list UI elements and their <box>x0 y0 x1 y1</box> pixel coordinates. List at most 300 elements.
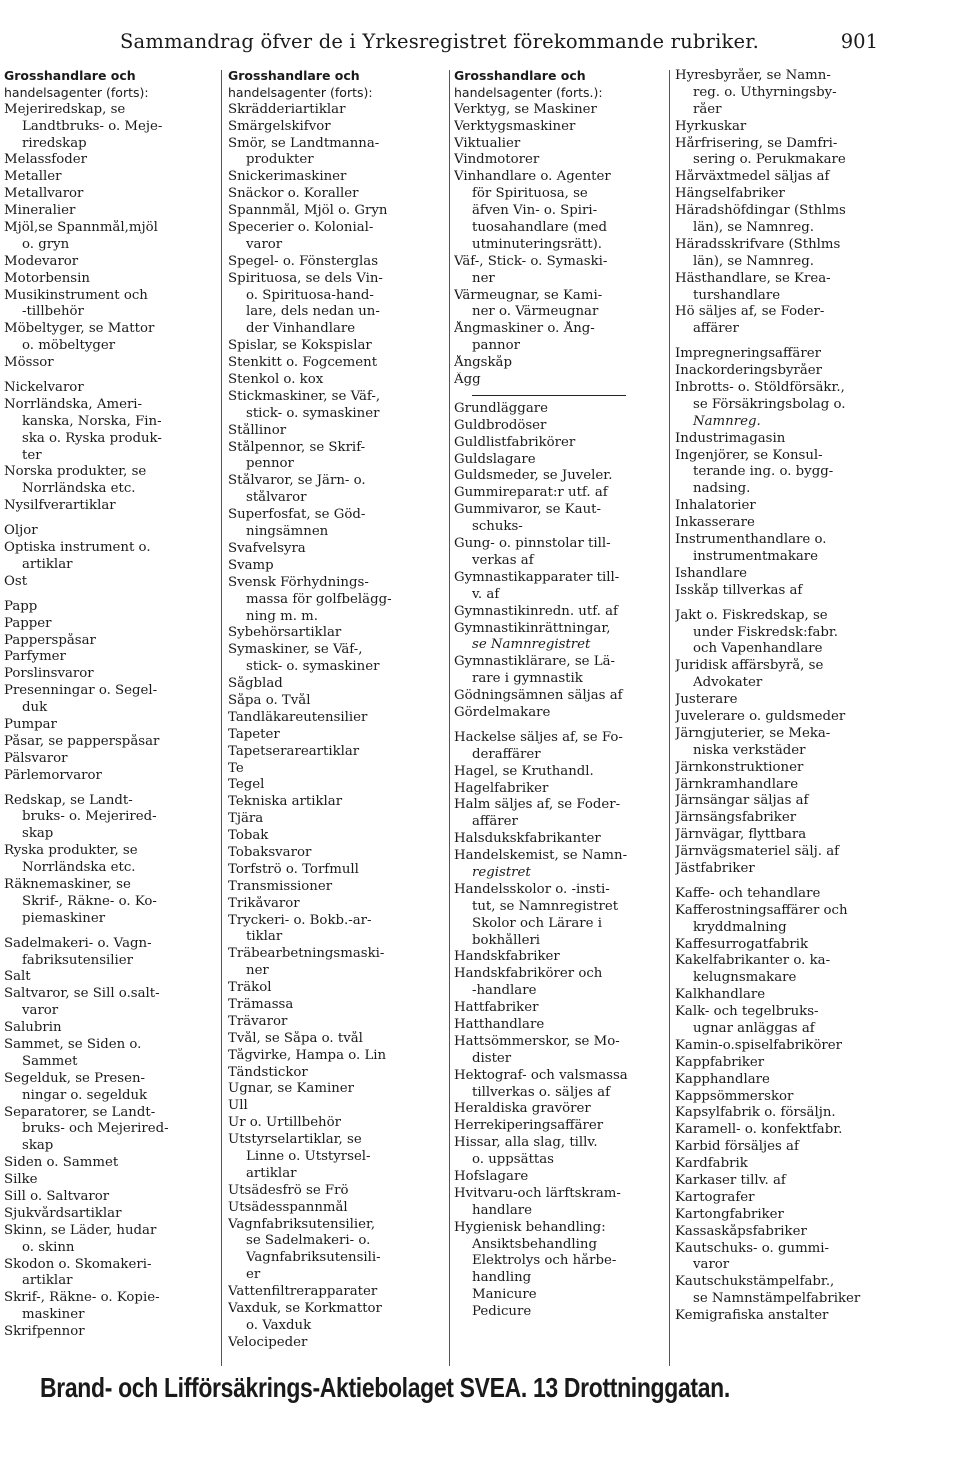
index-entry-line: Kautschukstämpelfabr., <box>675 1274 835 1290</box>
index-entry-line: Vinhandlare o. Agenter <box>454 169 611 185</box>
index-entry-line: dister <box>472 1050 512 1066</box>
index-entry-line: Hårväxtmedel säljas af <box>675 169 830 185</box>
index-entry-line: Tvål, se Såpa o. tvål <box>228 1030 363 1046</box>
page-number: 901 <box>840 30 878 53</box>
index-entry-line: Skodon o. Skomakeri- <box>4 1256 152 1272</box>
index-entry-line: Hö säljes af, se Foder- <box>675 304 825 320</box>
index-column-4 <box>675 68 960 1325</box>
index-entry-line: Sadelmakeri- o. Vagn- <box>4 935 152 951</box>
index-entry-line: handling <box>472 1270 532 1286</box>
index-entry-line: Påsar, se papperspåsar <box>4 733 160 749</box>
index-entry-line: län), se Namnreg. <box>693 220 815 236</box>
index-entry-line: Pumpar <box>4 716 57 732</box>
index-entry-line: Gummivaror, se Kaut- <box>454 502 601 518</box>
index-entry-line: lare, dels nedan un- <box>246 304 380 320</box>
index-entry-line: Juvelerare o. guldsmeder <box>675 708 846 724</box>
index-entry-line: Tapetserareartiklar <box>228 743 360 759</box>
index-entry-line: Tandläkareutensilier <box>228 709 368 725</box>
index-entry-line: Inkasserare <box>675 515 755 531</box>
index-entry-line: bruks- o. Mejerired- <box>22 809 157 825</box>
index-entry-line: Ull <box>228 1098 248 1114</box>
index-entry-line: Papperspåsar <box>4 632 96 648</box>
index-entry-line: Snickerimaskiner <box>228 169 347 185</box>
index-entry-line: Tekniska artiklar <box>228 794 343 810</box>
index-entry-line: Järnsängar säljas af <box>675 793 809 809</box>
index-entry-line: v. af <box>472 586 500 602</box>
index-entry-line: Svamp <box>228 557 274 573</box>
index-entry-line: Halm säljes af, se Foder- <box>454 797 621 813</box>
index-entry-line: Hygienisk behandling: <box>454 1219 606 1235</box>
index-entry-line: Gödningsämnen säljas af <box>454 688 623 704</box>
index-entry-line: Gymnastikinredn. utf. af <box>454 603 618 619</box>
index-entry-line: Guldbrodöser <box>454 417 547 433</box>
index-entry-line: Skolor och Lärare i <box>472 915 603 931</box>
index-entry-line: äfven Vin- o. Spiri- <box>472 203 598 219</box>
index-entry-line: Norrländska, Ameri- <box>4 396 143 412</box>
index-entry-line: Modevaror <box>4 253 79 269</box>
letter-gap <box>675 600 960 608</box>
index-entry-line: duk <box>22 700 48 716</box>
index-entry-line: affärer <box>693 321 739 337</box>
index-entry-line: Ost <box>4 573 28 589</box>
index-entry-line: Guldlistfabrikörer <box>454 434 576 450</box>
index-entry-line: Jästfabriker <box>675 860 755 876</box>
index-entry-line: Salt <box>4 969 31 985</box>
index-entry-line: Redskap, se Landt- <box>4 792 133 808</box>
index-entry-line: Kalkhandlare <box>675 987 766 1003</box>
index-entry-line: och Vapenhandlare <box>693 641 823 657</box>
index-entry-line: Jakt o. Fiskredskap, se <box>675 607 828 623</box>
column-heading: handelsagenter (forts.): <box>454 84 603 100</box>
index-entry-line: Skrifpennor <box>4 1324 85 1340</box>
index-entry-line: Motorbensin <box>4 270 90 286</box>
letter-gap <box>4 515 216 523</box>
index-entry-line: Tågvirke, Hampa o. Lin <box>228 1047 387 1063</box>
index-entry-line: instrumentmakare <box>693 548 819 564</box>
index-entry-line: Spannmål, Mjöl o. Gryn <box>228 203 388 219</box>
index-entry-line: Tändstickor <box>228 1064 308 1080</box>
index-entry-line: råer <box>693 101 722 117</box>
letter-gap <box>4 785 216 793</box>
index-entry-line: Ishandlare <box>675 565 748 581</box>
section-rule <box>454 389 666 401</box>
index-entry-line: Halsdukskfabrikanter <box>454 831 601 847</box>
column-heading: Grosshandlare och <box>228 68 360 83</box>
index-entry-line: Torfströ o. Torfmull <box>228 861 359 877</box>
letter-gap <box>675 338 960 346</box>
index-entry-line: Såpa o. Tvål <box>228 692 311 708</box>
index-entry-line: Hästhandlare, se Krea- <box>675 270 831 286</box>
index-entry-line: affärer <box>472 814 518 830</box>
index-entry-line: er <box>246 1267 261 1283</box>
index-entry-line: deraffärer <box>472 746 541 762</box>
index-entry-line: ner <box>246 963 269 979</box>
index-entry-line: Spegel- o. Fönsterglas <box>228 253 379 269</box>
index-entry-line: Gymnastikapparater till- <box>454 569 620 585</box>
index-entry-line: Verktyg, se Maskiner <box>454 101 597 117</box>
index-entry-line: Metallvaror <box>4 186 84 202</box>
index-entry-line: der Vinhandlare <box>246 321 356 337</box>
advertisement-footer <box>0 1372 960 1412</box>
index-entry-line: Stenkitt o. Fogcement <box>228 355 378 371</box>
index-entry-line: Stenkol o. kox <box>228 372 324 388</box>
page-header <box>0 30 960 64</box>
index-entry-line: Häradsskrifvare (Sthlms <box>675 236 841 252</box>
index-entry-line: Kappsömmerskor <box>675 1088 794 1104</box>
index-entry-line: Norrländska etc. <box>22 481 136 497</box>
index-entry-line: Hektograf- och valsmassa <box>454 1067 628 1083</box>
index-entry-line: Guldslagare <box>454 451 536 467</box>
index-entry-line: Hackelse säljes af, se Fo- <box>454 729 623 745</box>
index-entry-line: Väf-, Stick- o. Symaski- <box>454 253 608 269</box>
index-entry-line: se Namnregistret <box>472 637 591 653</box>
index-entry-line: ner <box>472 270 495 286</box>
index-entry-line: Kamin-o.spiselfabrikörer <box>675 1037 842 1053</box>
index-entry-line: Industrimagasin <box>675 430 786 446</box>
index-entry-line: Kaffesurrogatfabrik <box>675 936 809 952</box>
index-entry-line: Utstyrselartiklar, se <box>228 1132 362 1148</box>
index-entry-line: Superfosfat, se Göd- <box>228 507 366 523</box>
letter-gap <box>675 878 960 886</box>
index-entry-line: Vagnfabriksutensilier, <box>228 1216 376 1232</box>
index-entry-line: kanska, Norska, Fin- <box>22 413 162 429</box>
index-entry-line: Isskåp tillverkas af <box>675 582 803 598</box>
index-entry-line: Hattsömmerskor, se Mo- <box>454 1033 620 1049</box>
index-entry-line: Parfymer <box>4 649 66 665</box>
index-entry-line: Heraldiska gravörer <box>454 1101 591 1117</box>
index-entry-line: Siden o. Sammet <box>4 1155 119 1171</box>
index-entry-line: Trikåvaror <box>228 895 300 911</box>
index-entry-line: Vindmotorer <box>454 152 540 168</box>
index-entry-line: Norska produkter, se <box>4 464 147 480</box>
index-entry-line: -tillbehör <box>22 304 84 320</box>
index-entry-line: massa för golfbelägg- <box>246 591 392 607</box>
index-entry-line: Gung- o. pinnstolar till- <box>454 536 611 552</box>
index-entry-line: Tegel <box>228 777 265 793</box>
column-heading: Grosshandlare och <box>4 68 136 83</box>
index-entry-line: Karamell- o. konfektfabr. <box>675 1122 843 1138</box>
index-entry-line: artiklar <box>246 1165 297 1181</box>
index-entry-line: Gördelmakare <box>454 704 551 720</box>
index-entry-line: Träbearbetningsmaski- <box>228 946 385 962</box>
column-divider <box>221 70 222 1366</box>
footer-advertisement: Brand- och Lifförsäkrings-Aktiebolaget SVEA. 13 Drottninggatan. <box>40 1372 730 1403</box>
index-entry-line: Ansiktsbehandling <box>472 1236 597 1252</box>
index-entry-line: ningar o. segelduk <box>22 1087 148 1103</box>
index-entry-line: o. möbeltyger <box>22 338 116 354</box>
index-entry-line: under Fiskredsk:fabr. <box>693 624 839 640</box>
column-heading: Grosshandlare och <box>454 68 586 83</box>
index-entry-line: Mejeriredskap, se <box>4 101 126 117</box>
index-entry-line: Tobaksvaror <box>228 844 312 860</box>
index-entry-line: stick- o. symaskiner <box>246 405 380 421</box>
index-entry-line: Träkol <box>228 980 272 996</box>
index-entry-line: turshandlare <box>693 287 781 303</box>
index-entry-line: tillverkas o. säljes af <box>472 1084 610 1100</box>
index-entry-line: niska verkstäder <box>693 742 806 758</box>
letter-gap <box>4 591 216 599</box>
index-entry-line: för Spirituosa, se <box>472 186 588 202</box>
index-entry-line: terande ing. o. bygg- <box>693 464 834 480</box>
index-entry-line: Viktualier <box>454 135 521 151</box>
index-entry-line: se Namnstämpelfabriker <box>693 1291 861 1307</box>
index-entry-line: Gummireparat:r utf. af <box>454 485 608 501</box>
index-entry-line: Kemigrafiska anstalter <box>675 1308 829 1324</box>
index-entry-line: Presenningar o. Segel- <box>4 683 158 699</box>
index-entry-line: ter <box>22 447 42 463</box>
index-entry-line: Möbeltyger, se Mattor <box>4 321 155 337</box>
index-entry-line: Svensk Förhydnings- <box>228 574 369 590</box>
index-entry-line: rare i gymnastik <box>472 671 583 687</box>
index-entry-line: Melassfoder <box>4 152 87 168</box>
index-entry-line: skap <box>22 1138 54 1154</box>
index-entry-line: Ingenjörer, se Konsul- <box>675 447 823 463</box>
index-entry-line: Tryckeri- o. Bokb.-ar- <box>228 912 372 928</box>
index-entry-line: Landtbruks- o. Meje- <box>22 118 163 134</box>
index-entry-line: Ugnar, se Kaminer <box>228 1081 354 1097</box>
index-entry-line: Vagnfabriksutensili- <box>246 1250 381 1266</box>
index-entry-line: Kapsylfabrik o. försäljn. <box>675 1105 836 1121</box>
index-entry-line: Hatthandlare <box>454 1016 545 1032</box>
index-entry-line: Skrädderiartiklar <box>228 101 346 117</box>
index-entry-line: Smärgelskifvor <box>228 118 331 134</box>
index-entry-line: Verktygsmaskiner <box>454 118 576 134</box>
index-entry-line: pannor <box>472 338 520 354</box>
index-entry-line: Musikinstrument och <box>4 287 148 303</box>
letter-gap <box>4 928 216 936</box>
index-entry-line: Trävaror <box>228 1013 288 1029</box>
index-entry-line: Sammet, se Siden o. <box>4 1036 142 1052</box>
index-entry-line: Spirituosa, se dels Vin- <box>228 270 383 286</box>
index-entry-line: Kardfabrik <box>675 1156 748 1172</box>
index-entry-line: reg. o. Uthyrningsby- <box>693 84 837 100</box>
index-entry-line: Tjära <box>228 811 264 827</box>
index-entry-line: Nickelvaror <box>4 380 84 396</box>
index-entry-line: Separatorer, se Landt- <box>4 1104 156 1120</box>
index-entry-line: Kaffe- och tehandlare <box>675 885 821 901</box>
index-entry-line: Utsädesspannmål <box>228 1199 348 1215</box>
index-entry-line: registret <box>472 864 531 880</box>
index-entry-line: Transmissioner <box>228 878 333 894</box>
index-entry-line: Skinn, se Läder, hudar <box>4 1222 157 1238</box>
index-entry-line: verkas af <box>472 552 534 568</box>
index-entry-line: Ångskåp <box>454 355 512 371</box>
index-entry-line: Kafferostningsaffärer och <box>675 902 848 918</box>
index-entry-line: Svafvelsyra <box>228 540 306 556</box>
index-entry-line: bokhålleri <box>472 932 541 948</box>
index-entry-line: Trämassa <box>228 996 294 1012</box>
index-entry-line: -handlare <box>472 983 537 999</box>
index-entry-line: Handelskemist, se Namn- <box>454 848 628 864</box>
index-entry-line: ska o. Ryska produk- <box>22 430 162 446</box>
index-entry-line: Hofslagare <box>454 1169 529 1184</box>
index-entry-line: varor <box>693 1257 730 1273</box>
index-entry-line: Kalk- och tegelbruks- <box>675 1004 819 1020</box>
index-entry-line: Vaxduk, se Korkmattor <box>228 1301 382 1317</box>
index-entry-line: Snäckor o. Koraller <box>228 186 359 202</box>
index-entry-line: Gymnastikinrättningar, <box>454 620 611 636</box>
index-entry-line: Kartongfabriker <box>675 1206 784 1222</box>
index-entry-line: Handskfabriker <box>454 949 560 965</box>
index-entry-line: Te <box>228 760 244 776</box>
index-entry-line: Räknemaskiner, se <box>4 876 131 892</box>
index-entry-line: Sammet <box>22 1053 78 1069</box>
index-entry-line: Norrländska etc. <box>22 860 136 876</box>
index-entry-line: Kassaskåpsfabriker <box>675 1223 807 1239</box>
index-entry-line: Järnvägar, flyttbara <box>675 827 807 843</box>
index-entry-line: Stålvaror, se Järn- o. <box>228 473 366 489</box>
index-entry-line: Ägg <box>454 372 481 388</box>
index-entry-line: nadsing. <box>693 481 751 497</box>
index-entry-line: varor <box>22 1003 59 1019</box>
column-divider <box>669 70 670 1366</box>
index-entry-line: Kautschuks- o. gummi- <box>675 1240 830 1256</box>
index-entry-line: Gymnastiklärare, se Lä- <box>454 654 616 670</box>
index-entry-line: Symaskiner, se Väf-, <box>228 642 363 658</box>
index-entry-line: Järngjuterier, se Meka- <box>675 725 831 741</box>
index-entry-line: Mössor <box>4 355 54 371</box>
index-entry-line: Velocipeder <box>228 1334 308 1350</box>
index-entry-line: Tobak <box>228 828 269 844</box>
index-entry-line: pennor <box>246 456 294 472</box>
index-entry-line: Sill o. Saltvaror <box>4 1189 110 1204</box>
index-entry-line: produkter <box>246 152 314 168</box>
index-column-3 <box>454 68 666 1321</box>
index-entry-line: schuks- <box>472 519 523 535</box>
index-entry-line: se Försäkringsbolag o. <box>693 396 846 412</box>
index-entry-line: Porslinsvaror <box>4 666 94 682</box>
index-entry-line: tiklar <box>246 929 283 945</box>
index-entry-line: o. Spirituosa-hand- <box>246 287 374 303</box>
index-entry-line: Handskfabrikörer och <box>454 966 603 982</box>
index-entry-line: ningsämnen <box>246 524 329 540</box>
index-entry-line: Skrif-, Räkne- o. Kopie- <box>4 1290 160 1306</box>
index-entry-line: Handelsskolor o. -insti- <box>454 881 610 897</box>
index-entry-line: Järnsängsfabriker <box>675 810 797 826</box>
index-entry-line: artiklar <box>22 1273 73 1289</box>
column-heading: handelsagenter (forts): <box>4 84 149 100</box>
index-entry-line: bruks- och Mejerired- <box>22 1121 169 1137</box>
index-column-2 <box>228 68 446 1352</box>
column-heading: handelsagenter (forts): <box>228 84 373 100</box>
index-entry-line: Guldsmeder, se Juveler. <box>454 468 613 484</box>
index-entry-line: Papp <box>4 598 38 614</box>
index-entry-line: Inackorderingsbyråer <box>675 363 823 379</box>
index-entry-line: Vattenfiltrerapparater <box>228 1284 378 1300</box>
index-entry-line: tut, se Namnregistret <box>472 898 619 914</box>
index-entry-line: Spislar, se Kokspislar <box>228 338 372 354</box>
index-entry-line: Nysilfverartiklar <box>4 498 116 514</box>
index-entry-line: Värmeugnar, se Kami- <box>454 287 603 303</box>
index-entry-line: fabriksutensilier <box>22 952 133 968</box>
index-entry-line: o. gryn <box>22 236 70 252</box>
index-entry-line: Karbid försäljes af <box>675 1139 799 1155</box>
index-entry-line: Mineralier <box>4 203 76 219</box>
index-entry-line: Hagelfabriker <box>454 780 549 796</box>
index-entry-line: o. skinn <box>22 1239 75 1255</box>
index-entry-line: utminuteringsrätt). <box>472 236 603 252</box>
index-entry-line: Silke <box>4 1172 38 1188</box>
index-entry-line: piemaskiner <box>22 910 106 926</box>
index-entry-line: sering o. Perukmakare <box>693 152 846 168</box>
index-entry-line: o. uppsättas <box>472 1152 555 1168</box>
index-entry-line: Grundläggare <box>454 400 548 416</box>
index-entry-line: handlare <box>472 1202 532 1218</box>
index-entry-line: Stålpennor, se Skrif- <box>228 439 366 455</box>
index-entry-line: Skrif-, Räkne- o. Ko- <box>22 893 157 909</box>
index-entry-line: Ångmaskiner o. Ång- <box>454 321 595 337</box>
index-column-1 <box>4 68 216 1341</box>
index-entry-line: Hissar, alla slag, tillv. <box>454 1135 598 1151</box>
index-entry-line: Saltvaror, se Sill o.salt- <box>4 986 160 1002</box>
index-entry-line: o. Vaxduk <box>246 1317 312 1333</box>
index-entry-line: Utsädesfrö se Frö <box>228 1182 349 1198</box>
index-entry-line: Stickmaskiner, se Väf-, <box>228 388 381 404</box>
index-entry-line: Hyrkuskar <box>675 118 747 134</box>
index-entry-line: stick- o. symaskiner <box>246 659 380 675</box>
index-entry-line: Stållinor <box>228 422 287 438</box>
index-entry-line: kelugnsmakare <box>693 970 797 986</box>
index-entry-line: Advokater <box>693 675 763 691</box>
index-entry-line: riredskap <box>22 135 87 151</box>
index-entry-line: Papper <box>4 615 52 631</box>
index-entry-line: maskiner <box>22 1307 85 1323</box>
index-entry-line: Hvitvaru-och lärftskram- <box>454 1185 621 1201</box>
index-entry-line: Järnkramhandlare <box>675 776 799 792</box>
index-entry-line: Häradshöfdingar (Sthlms <box>675 203 846 219</box>
index-entry-line: Sågblad <box>228 676 283 692</box>
index-entry-line: Segelduk, se Presen- <box>4 1070 146 1086</box>
index-entry-line: Kappfabriker <box>675 1054 765 1070</box>
index-entry-line: Justerare <box>675 692 738 708</box>
index-entry-line: varor <box>246 236 283 252</box>
letter-gap <box>454 722 666 730</box>
index-entry-line: Salubrin <box>4 1020 62 1036</box>
index-entry-line: Linne o. Utstyrsel- <box>246 1149 371 1164</box>
index-entry-line: Kartografer <box>675 1189 755 1205</box>
index-entry-line: Tapeter <box>228 726 280 742</box>
index-entry-line: Kapphandlare <box>675 1071 770 1087</box>
index-entry-line: ner o. Värmeugnar <box>472 304 599 320</box>
index-entry-line: Hagel, se Kruthandl. <box>454 763 594 779</box>
index-entry-line: Smör, se Landtmanna- <box>228 135 380 151</box>
index-entry-line: skap <box>22 826 54 842</box>
index-entry-line: kryddmalning <box>693 919 787 935</box>
index-entry-line: Inhalatorier <box>675 498 756 514</box>
index-entry-line: Ryska produkter, se <box>4 843 138 859</box>
index-entry-line: Kakelfabrikanter o. ka- <box>675 953 831 969</box>
index-entry-line: Elektrolys och hårbe- <box>472 1253 617 1269</box>
index-entry-line: Instrumenthandlare o. <box>675 532 827 548</box>
column-divider <box>449 70 450 1366</box>
index-entry-line: ugnar anläggas af <box>693 1020 815 1036</box>
index-entry-line: Juridisk affärsbyrå, se <box>675 658 824 674</box>
index-entry-line: Hårfrisering, se Damfri- <box>675 135 838 151</box>
index-entry-line: Manicure <box>472 1287 537 1303</box>
page-title: Sammandrag öfver de i Yrkesregistret förekommande rubriker. <box>120 30 760 53</box>
index-entry-line: Specerier o. Kolonial- <box>228 220 374 236</box>
index-entry-line: Optiska instrument o. <box>4 540 151 556</box>
index-entry-line: ning m. m. <box>246 608 319 624</box>
index-entry-line: Sjukvårdsartiklar <box>4 1205 122 1221</box>
index-entry-line: Pedicure <box>472 1304 532 1320</box>
index-entry-line: Hyresbyråer, se Namn- <box>675 68 831 83</box>
index-entry-line: se Sadelmakeri- o. <box>246 1233 371 1249</box>
index-entry-line: Karkaser tillv. af <box>675 1173 786 1188</box>
index-entry-line: Oljor <box>4 523 38 539</box>
index-entry-line: Hattfabriker <box>454 1000 539 1016</box>
index-entry-line: Inbrotts- o. Stöldförsäkr., <box>675 380 845 396</box>
